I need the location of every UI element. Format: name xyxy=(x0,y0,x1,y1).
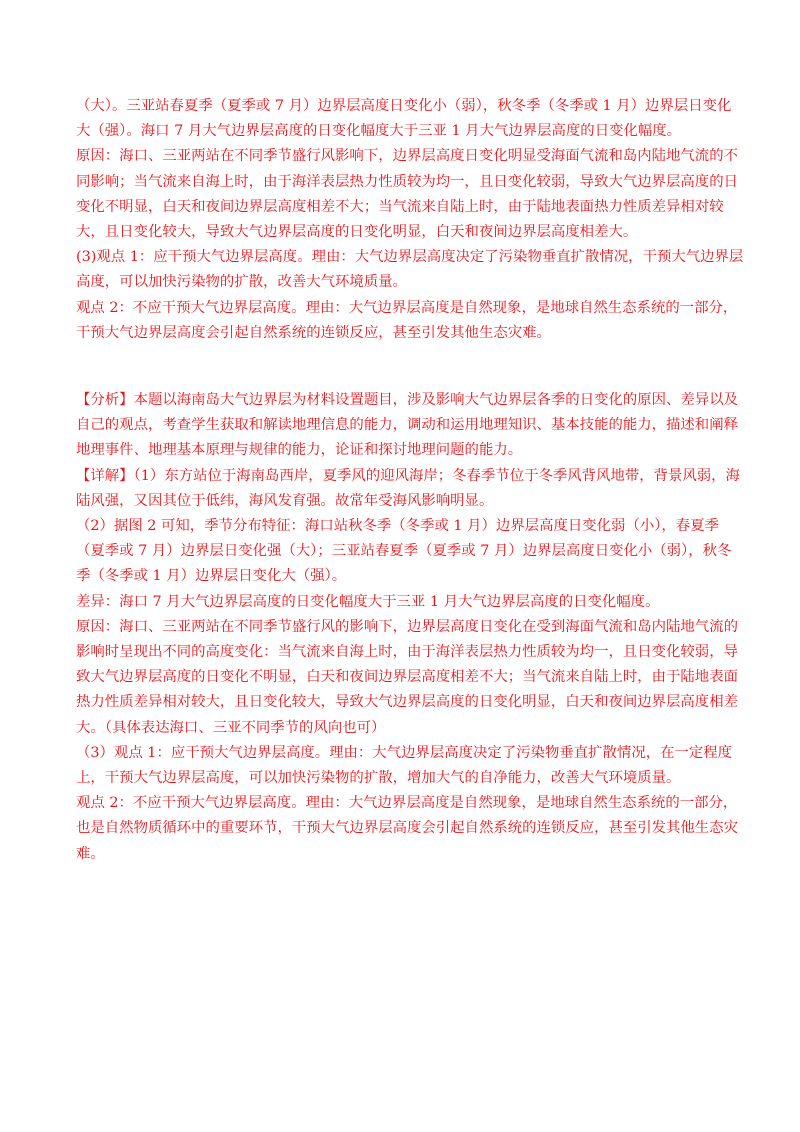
detail-paragraph-difference: 差异：海口 7 月大气边界层高度的日变化幅度大于三亚 1 月大气边界层高度的日变化幅度。 xyxy=(76,593,660,610)
analysis-text: 本题以海南岛大气边界层为材料设置题目，涉及影响大气边界层各季的日变化的原因、差异以及自己的观点，考查学生获取和解读地理信息的能力，调动和运用地理知识、基本技能的能力，描述和阐释地理事件、地理基本原理与规律的能力，论证和探讨地理问题的能力。 xyxy=(76,392,738,459)
detail-paragraph-view2: 观点 2：不应干预大气边界层高度。理由：大气边界层高度是自然现象，是地球自然生态系统的一部分，也是自然物质循环中的重要环节，干预大气边界层高度会引起自然系统的连锁反应，甚至引发其他生态灾难。 xyxy=(76,795,738,862)
detail-paragraph-reason: 原因：海口、三亚两站在不同季节盛行风的影响下，边界层高度日变化在受到海面气流和岛内陆地气流的影响时呈现出不同的高度变化：当气流来自海上时，由于海洋表层热力性质较为均一，且日变化较弱，导致大气边界层高度的日变化不明显，白天和夜间边界层高度相差不大；当气流来自陆上时，由于陆地表面热力性质差异相对较大，且日变化较大，导致大气边界层高度的日变化明显，白天和夜间边界层高度相差大。（具体表达海口、三亚不同季节的风向也可） xyxy=(76,618,738,736)
section-gap xyxy=(76,346,744,388)
answer-paragraph-view1: (3)观点 1：应干预大气边界层高度。理由：大气边界层高度决定了污染物垂直扩散情况，干预大气边界层高度，可以加快污染物的扩散，改善大气环境质量。 xyxy=(76,249,744,291)
detail-paragraph-1 xyxy=(76,464,744,514)
detail-text-1: （1）东方站位于海南岛西岸，夏季风的迎风海岸；冬春季节位于冬季风背风地带，背景风弱，海陆风强，又因其位于低纬，海风发育强。故常年受海风影响明显。 xyxy=(76,467,740,509)
answer-paragraph-view2: 观点 2：不应干预大气边界层高度。理由：大气边界层高度是自然现象，是地球自然生态系统的一部分，干预大气边界层高度会引起自然系统的连锁反应，甚至引发其他生态灾难。 xyxy=(76,299,738,341)
detail-paragraph-2: （2）据图 2 可知，季节分布特征：海口站秋冬季（冬季或 1 月）边界层高度日变化弱（小），春夏季（夏季或 7 月）边界层日变化强（大）；三亚站春夏季（夏季或 7 月）边界层高度日变化小（弱），秋冬季（冬季或 1 月）边界层日变化大（强）。 xyxy=(76,518,732,585)
answer-paragraph-reason: 原因：海口、三亚两站在不同季节盛行风影响下，边界层高度日变化明显受海面气流和岛内陆地气流的不同影响；当气流来自海上时，由于海洋表层热力性质较为均一，且日变化较弱，导致大气边界层高度的日变化不明显，白天和夜间边界层高度相差不大；当气流来自陆上时，由于陆地表面热力性质差异相对较大，且日变化较大，导致大气边界层高度的日变化明显，白天和夜间边界层高度相差大。 xyxy=(76,148,738,241)
detail-tag: 【详解】 xyxy=(76,467,134,484)
analysis-tag: 【分析】 xyxy=(76,392,134,409)
detail-paragraph-view1: （3）观点 1：应干预大气边界层高度。理由：大气边界层高度决定了污染物垂直扩散情况，在一定程度上，干预大气边界层高度，可以加快污染物的扩散，增加大气的自净能力，改善大气环境质量。 xyxy=(76,744,733,787)
analysis-paragraph xyxy=(76,388,744,464)
document-page xyxy=(76,94,744,867)
answer-paragraph-seasonal: （大）。三亚站春夏季（夏季或 7 月）边界层高度日变化小（弱），秋冬季（冬季或 1 月）边界层日变化大（强）。海口 7 月大气边界层高度的日变化幅度大于三亚 1 月大气边界层高度的日变化幅度。 xyxy=(76,98,732,140)
